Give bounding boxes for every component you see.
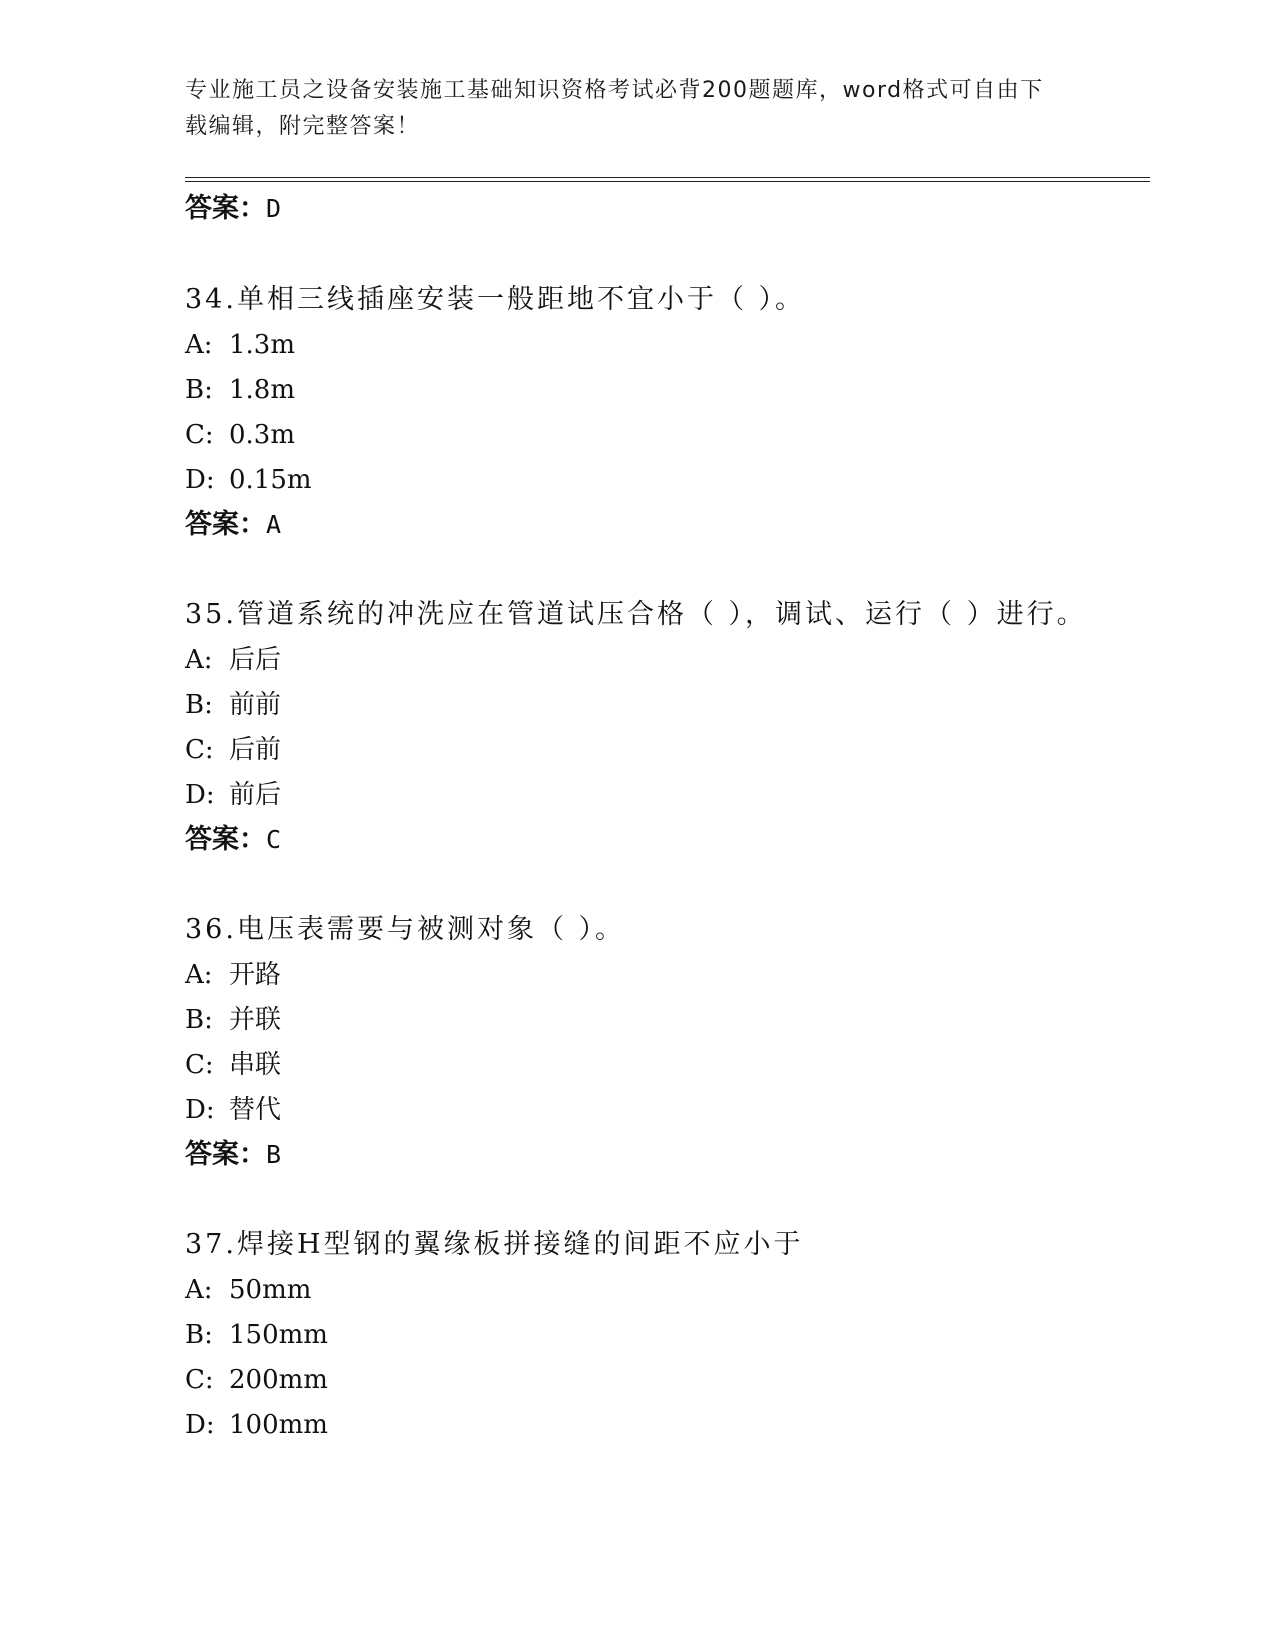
option-letter: B: (185, 690, 213, 720)
answer-value: D (266, 194, 282, 223)
option-text: 串联 (229, 1050, 282, 1080)
answer-label: 答案： (185, 1139, 266, 1170)
document-header: 专业施工员之设备安装施工基础知识资格考试必背200题题库，word格式可自由下载编辑，附完整答案！ (185, 78, 1044, 139)
option-d (185, 1093, 281, 1127)
header-divider (185, 177, 1150, 182)
option-letter: C: (185, 1050, 214, 1080)
option-text: 0.3m (229, 420, 296, 450)
question-text: 37.焊接H型钢的翼缘板拼接缝的间距不应小于 (185, 1229, 804, 1260)
option-a (185, 1273, 311, 1307)
option-letter: A: (185, 1275, 213, 1305)
question-text: 35.管道系统的冲洗应在管道试压合格（ ），调试、运行（ ）进行。 (185, 599, 1087, 630)
option-letter: D: (185, 1410, 215, 1440)
question-text: 36.电压表需要与被测对象（ ）。 (185, 914, 626, 945)
answer-value: C (266, 825, 282, 854)
option-b (185, 1003, 281, 1037)
option-d (185, 463, 312, 497)
answer-label: 答案： (185, 193, 266, 224)
option-letter: C: (185, 420, 214, 450)
option-letter: D: (185, 1095, 215, 1125)
option-a (185, 958, 281, 992)
option-d (185, 1408, 328, 1442)
option-c (185, 733, 281, 767)
option-b (185, 373, 295, 407)
answer-line (185, 192, 281, 226)
option-text: 前前 (229, 690, 282, 720)
option-text: 100mm (229, 1410, 328, 1440)
option-text: 150mm (229, 1320, 328, 1350)
option-text: 替代 (229, 1095, 282, 1125)
answer-line (185, 823, 281, 857)
option-letter: A: (185, 330, 213, 360)
option-c (185, 1048, 281, 1082)
option-c (185, 418, 295, 452)
option-letter: B: (185, 1005, 213, 1035)
question-text: 34.单相三线插座安装一般距地不宜小于（ ）。 (185, 284, 806, 315)
option-c (185, 1363, 328, 1397)
option-b (185, 1318, 328, 1352)
option-letter: C: (185, 735, 214, 765)
option-letter: A: (185, 645, 213, 675)
option-text: 200mm (229, 1365, 328, 1395)
option-text: 50mm (229, 1275, 312, 1305)
option-text: 0.15m (229, 465, 312, 495)
answer-label: 答案： (185, 509, 266, 540)
option-text: 前后 (229, 780, 282, 810)
answer-line (185, 1138, 281, 1172)
option-text: 1.3m (229, 330, 296, 360)
option-letter: B: (185, 375, 213, 405)
answer-label: 答案： (185, 824, 266, 855)
option-text: 1.8m (229, 375, 296, 405)
option-text: 开路 (229, 960, 282, 990)
option-a (185, 643, 281, 677)
answer-line (185, 508, 281, 542)
option-text: 并联 (229, 1005, 282, 1035)
option-a (185, 328, 295, 362)
option-letter: C: (185, 1365, 214, 1395)
answer-value: A (266, 510, 282, 539)
option-d (185, 778, 281, 812)
option-text: 后前 (229, 735, 282, 765)
option-b (185, 688, 281, 722)
option-letter: D: (185, 780, 215, 810)
option-letter: B: (185, 1320, 213, 1350)
option-letter: D: (185, 465, 215, 495)
option-letter: A: (185, 960, 213, 990)
answer-value: B (266, 1140, 282, 1169)
option-text: 后后 (229, 645, 282, 675)
